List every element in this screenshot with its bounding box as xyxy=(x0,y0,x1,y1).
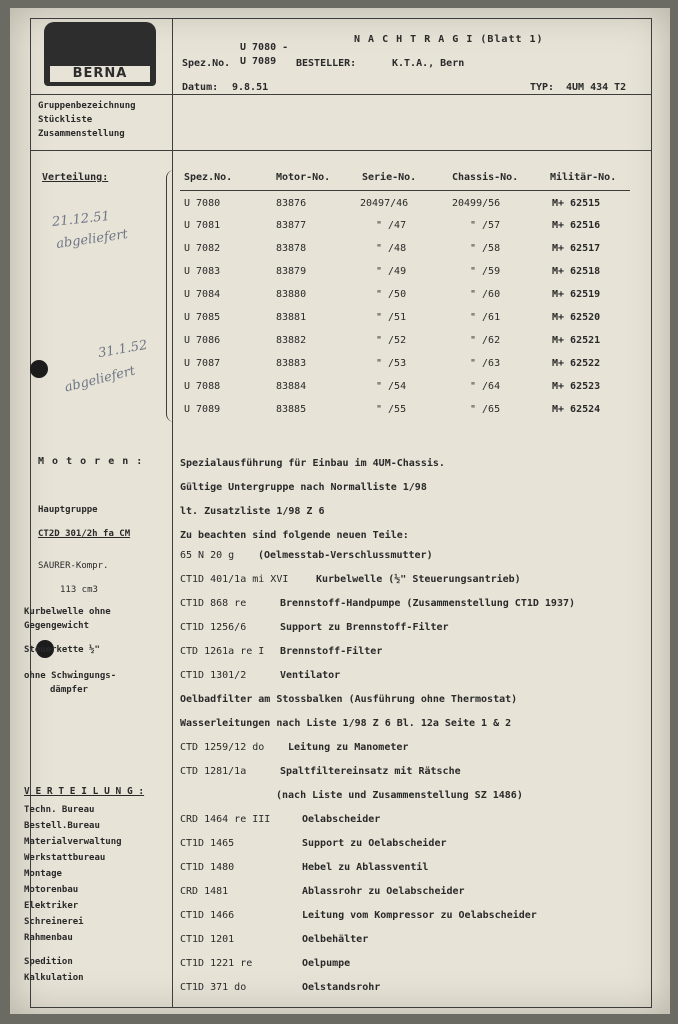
part-code: CT1D 1256/6 xyxy=(180,622,247,633)
cell-spez: U 7080 xyxy=(184,198,221,209)
table-brace xyxy=(166,170,175,422)
typ-value: 4UM 434 T2 xyxy=(566,82,627,93)
note-line: Gültige Untergruppe nach Normalliste 1/98 xyxy=(180,482,427,493)
gruppenbezeichnung-label: Gruppenbezeichnung xyxy=(38,101,136,111)
distribution-item: Montage xyxy=(24,869,62,879)
part-description: Brennstoff-Filter xyxy=(280,646,383,657)
distribution-item: Schreinerei xyxy=(24,917,84,927)
cell-serie: " /52 xyxy=(376,335,407,346)
cell-chassis: " /60 xyxy=(470,289,501,300)
hauptgruppe-value: CT2D 301/2h fa CM xyxy=(38,529,131,539)
part-description: Support zu Oelabscheider xyxy=(302,838,447,849)
cell-chassis: " /63 xyxy=(470,358,501,369)
distribution-item: Motorenbau xyxy=(24,885,79,895)
cell-serie: " /47 xyxy=(376,220,407,231)
header-bottom-line xyxy=(30,150,652,151)
cell-serie: " /54 xyxy=(376,381,407,392)
part-code: CT1D 1466 xyxy=(180,910,235,921)
logo-text: BERNA xyxy=(50,66,150,82)
part-code: CT1D 1221 re xyxy=(180,958,253,969)
part-description: Oelpumpe xyxy=(302,958,351,969)
zusammenstellung-label: Zusammenstellung xyxy=(38,129,125,139)
cell-serie: " /48 xyxy=(376,243,407,254)
cell-militaer: M+ 62517 xyxy=(552,243,601,254)
cell-spez: U 7082 xyxy=(184,243,221,254)
part-code: CT1D 1201 xyxy=(180,934,235,945)
part-description: Ventilator xyxy=(280,670,341,681)
handwritten-date-2: 31.1.52 xyxy=(97,337,149,362)
cell-serie: " /49 xyxy=(376,266,407,277)
part-code: CRD 1464 re III xyxy=(180,814,271,825)
part-code: CTD 1261a re I xyxy=(180,646,265,657)
cell-serie: " /51 xyxy=(376,312,407,323)
part-description: (nach Liste und Zusammenstellung SZ 1486) xyxy=(276,790,523,801)
distribution-item: Bestell.Bureau xyxy=(24,821,100,831)
distribution-item: Kalkulation xyxy=(24,973,84,983)
cell-militaer: M+ 62518 xyxy=(552,266,601,277)
part-description: Oelabscheider xyxy=(302,814,381,825)
cell-serie: " /50 xyxy=(376,289,407,300)
cell-chassis: 20499/56 xyxy=(452,198,501,209)
part-code: CT1D 1480 xyxy=(180,862,235,873)
cell-militaer: M+ 62522 xyxy=(552,358,601,369)
cell-militaer: M+ 62521 xyxy=(552,335,601,346)
cell-motor: 83876 xyxy=(276,198,307,209)
table-row xyxy=(180,404,660,426)
cell-motor: 83884 xyxy=(276,381,307,392)
motoren-heading: M o t o r e n : xyxy=(38,456,144,467)
part-code: CT1D 1301/2 xyxy=(180,670,247,681)
cell-chassis: " /65 xyxy=(470,404,501,415)
cell-motor: 83878 xyxy=(276,243,307,254)
part-description: (Oelmesstab-Verschlussmutter) xyxy=(258,550,433,561)
schwingung-line-1: ohne Schwingungs- xyxy=(24,671,117,681)
part-code: CT1D 371 do xyxy=(180,982,247,993)
part-description: Kurbelwelle (½" Steuerungsantrieb) xyxy=(316,574,521,585)
distribution-item: Techn. Bureau xyxy=(24,805,95,815)
cell-serie: " /55 xyxy=(376,404,407,415)
punch-hole xyxy=(30,360,48,378)
part-description: Ablassrohr zu Oelabscheider xyxy=(302,886,465,897)
part-description: Oelbadfilter am Stossbalken (Ausführung ohne Thermostat) xyxy=(180,694,518,705)
cell-militaer: M+ 62519 xyxy=(552,289,601,300)
stueckliste-label: Stückliste xyxy=(38,115,93,125)
cell-spez: U 7081 xyxy=(184,220,221,231)
vehicle-table xyxy=(180,168,640,428)
distribution-list xyxy=(24,804,169,994)
column-serie-no: Serie-No. xyxy=(362,172,417,183)
part-description: Support zu Brennstoff-Filter xyxy=(280,622,449,633)
part-code: CTD 1281/1a xyxy=(180,766,247,777)
datum-label: Datum: xyxy=(182,82,219,93)
header-divider xyxy=(30,94,652,95)
cell-spez: U 7086 xyxy=(184,335,221,346)
part-code: 65 N 20 g xyxy=(180,550,235,561)
steuerkette-label: Steuerkette ½" xyxy=(24,645,100,655)
table-row xyxy=(180,381,660,403)
hauptgruppe-label: Hauptgruppe xyxy=(38,505,98,515)
part-description: Hebel zu Ablassventil xyxy=(302,862,429,873)
spec-label: Spez.No. xyxy=(182,58,231,69)
cell-chassis: " /59 xyxy=(470,266,501,277)
cell-spez: U 7087 xyxy=(184,358,221,369)
cell-militaer: M+ 62520 xyxy=(552,312,601,323)
cell-chassis: " /57 xyxy=(470,220,501,231)
kompressor-value: 113 cm3 xyxy=(60,585,98,595)
distribution-item: Elektriker xyxy=(24,901,79,911)
cell-militaer: M+ 62516 xyxy=(552,220,601,231)
cell-militaer: M+ 62515 xyxy=(552,198,601,209)
schwingung-line-2: dämpfer xyxy=(50,685,88,695)
handwritten-note-2: abgeliefert xyxy=(63,363,137,396)
cell-militaer: M+ 62523 xyxy=(552,381,601,392)
table-row xyxy=(180,335,660,357)
part-description: Leitung zu Manometer xyxy=(288,742,409,753)
cell-spez: U 7083 xyxy=(184,266,221,277)
part-description: Spaltfiltereinsatz mit Rätsche xyxy=(280,766,461,777)
berna-logo xyxy=(44,22,156,86)
cell-chassis: " /62 xyxy=(470,335,501,346)
cell-motor: 83879 xyxy=(276,266,307,277)
kompressor-label: SAURER-Kompr. xyxy=(38,561,109,571)
distribution-heading: V E R T E I L U N G : xyxy=(24,786,145,797)
verteilung-label: Verteilung: xyxy=(42,172,109,183)
left-column-divider xyxy=(172,18,173,1008)
part-code: CT1D 401/1a mi XVI xyxy=(180,574,289,585)
part-description: Oelstandsrohr xyxy=(302,982,381,993)
spec-to: U 7089 xyxy=(240,56,277,67)
column-militaer-no: Militär-No. xyxy=(550,172,617,183)
table-row xyxy=(180,358,660,380)
distribution-item: Spedition xyxy=(24,957,73,967)
column-motor-no: Motor-No. xyxy=(276,172,331,183)
part-code: CT1D 868 re xyxy=(180,598,247,609)
column-chassis-no: Chassis-No. xyxy=(452,172,519,183)
part-code: CTD 1259/12 do xyxy=(180,742,265,753)
table-row xyxy=(180,289,660,311)
cell-motor: 83877 xyxy=(276,220,307,231)
note-line: lt. Zusatzliste 1/98 Z 6 xyxy=(180,506,325,517)
part-description: Oelbehälter xyxy=(302,934,369,945)
note-line: Spezialausführung für Einbau im 4UM-Chassis. xyxy=(180,458,445,469)
besteller-label: BESTELLER: xyxy=(296,58,357,69)
cell-spez: U 7088 xyxy=(184,381,221,392)
part-code: CT1D 1465 xyxy=(180,838,235,849)
distribution-item: Rahmenbau xyxy=(24,933,73,943)
part-code: CRD 1481 xyxy=(180,886,229,897)
document-title: N A C H T R A G I (Blatt 1) xyxy=(354,34,544,45)
table-row xyxy=(180,312,660,334)
kurbelwelle-line-2: Gegengewicht xyxy=(24,621,90,631)
handwritten-note-1: abgeliefert xyxy=(55,227,129,252)
cell-chassis: " /58 xyxy=(470,243,501,254)
cell-chassis: " /64 xyxy=(470,381,501,392)
cell-motor: 83883 xyxy=(276,358,307,369)
kurbelwelle-line-1: Kurbelwelle ohne xyxy=(24,607,111,617)
spec-from: U 7080 - xyxy=(240,42,289,53)
cell-motor: 83881 xyxy=(276,312,307,323)
typ-label: TYP: xyxy=(530,82,555,93)
cell-spez: U 7089 xyxy=(184,404,221,415)
cell-motor: 83880 xyxy=(276,289,307,300)
cell-militaer: M+ 62524 xyxy=(552,404,601,415)
cell-serie: " /53 xyxy=(376,358,407,369)
cell-chassis: " /61 xyxy=(470,312,501,323)
column-spez-no: Spez.No. xyxy=(184,172,233,183)
handwritten-date-1: 21.12.51 xyxy=(51,209,111,230)
part-description: Leitung vom Kompressor zu Oelabscheider xyxy=(302,910,537,921)
cell-spez: U 7085 xyxy=(184,312,221,323)
part-description: Brennstoff-Handpumpe (Zusammenstellung CT1D 1937) xyxy=(280,598,576,609)
besteller-value: K.T.A., Bern xyxy=(392,58,465,69)
cell-motor: 83885 xyxy=(276,404,307,415)
cell-spez: U 7084 xyxy=(184,289,221,300)
cell-serie: 20497/46 xyxy=(360,198,409,209)
parts-list xyxy=(176,550,646,1000)
cell-motor: 83882 xyxy=(276,335,307,346)
table-row xyxy=(180,220,660,242)
distribution-item: Materialverwaltung xyxy=(24,837,122,847)
note-line: Zu beachten sind folgende neuen Teile: xyxy=(180,530,409,541)
table-row xyxy=(180,243,660,265)
table-row xyxy=(180,266,660,288)
distribution-item: Werkstattbureau xyxy=(24,853,106,863)
datum-value: 9.8.51 xyxy=(232,82,269,93)
part-description: Wasserleitungen nach Liste 1/98 Z 6 Bl. 12a Seite 1 & 2 xyxy=(180,718,512,729)
table-row xyxy=(180,198,660,220)
